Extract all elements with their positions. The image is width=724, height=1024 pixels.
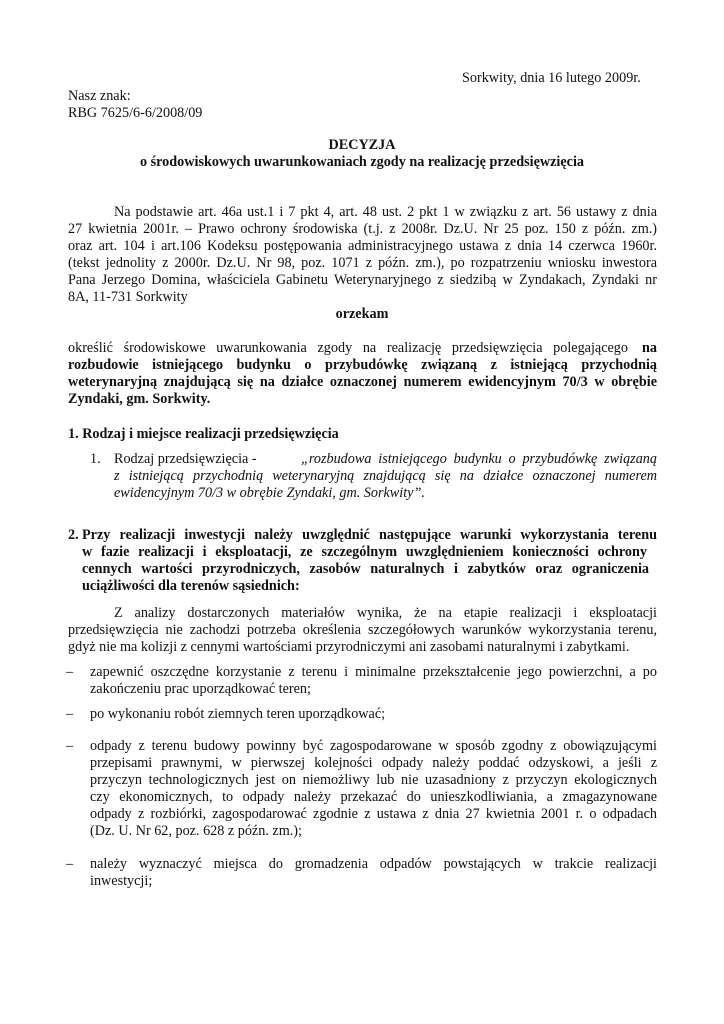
verdict-bold-line: Zyndaki, gm. Sorkwity. [68,391,211,407]
legal-basis-line: 27 kwietnia 2001r. – Prawo ochrony środowiska (t.j. z 2008r. Dz.U. Nr 25 poz. 150 z późn. zm.) [68,221,657,237]
place-date: Sorkwity, dnia 16 lutego 2009r. [462,70,641,86]
legal-basis-line: (tekst jednolity z 2000r. Dz.U. Nr 98, poz. 1071 z późn. zm.), po rozpatrzeniu wniosku inwestora [68,255,657,271]
legal-basis-line: Pana Jerzego Domina, właściciela Gabinetu Weterynaryjnego z siedzibą w Zyndakach, Zyndaki nr [68,272,657,288]
bullet-3-line: odpady z terenu budowy powinny być zagospodarowane w sposób zgodny z obowiązującymi [90,738,657,754]
section-2-heading-line: w fazie realizacji i eksploatacji, ze szczególnym uwzględnieniem konieczności ochrony [82,544,647,560]
bullet-dash: – [66,856,74,872]
section-1-item-label: Rodzaj przedsięwzięcia - [114,451,257,467]
document-subtitle: o środowiskowych uwarunkowaniach zgody na realizację przedsięwzięcia [139,154,584,170]
legal-basis-line: 8A, 11-731 Sorkwity [68,289,188,305]
verdict-text: określić środowiskowe uwarunkowania zgody na realizację przedsięwzięcia polegającego [68,340,628,356]
section-1-item-number: 1. [90,451,101,467]
verdict-text-bold: na [642,340,657,356]
section-2-intro-line: Z analizy dostarczonych materiałów wynika, że na etapie realizacji i eksploatacji [114,605,657,621]
section-1-item-line [114,451,657,468]
bullet-3-line: (Dz. U. Nr 62, poz. 628 z późn. zm.); [90,823,302,839]
section-2-heading-line: Przy realizacji inwestycji należy uwzględnić następujące warunki wykorzystania terenu [82,527,657,543]
bullet-3-line: przyczyn technologicznych jest on niemożliwy lub nie uzasadniony z przyczyn ekologicznych [90,772,657,788]
bullet-3-line: czy ekonomicznych, to odpady należy przekazać do unieszkodliwiania, a zmagazynowane [90,789,657,805]
verdict-word: orzekam [335,306,389,322]
verdict-bold-line: rozbudowie istniejącego budynku o przybudówkę związaną z istniejącą przychodnią [68,357,657,373]
reference-number: RBG 7625/6-6/2008/09 [68,105,203,121]
section-1-item-quote: „rozbudowa istniejącego budynku o przybudówkę związaną [301,451,657,467]
section-2-intro-line: gdyż nie ma kolizji z cennymi wartościami przyrodniczymi ani zasobami naturalnymi i zabytkami. [68,639,630,655]
bullet-dash: – [66,706,74,722]
verdict-line-1 [68,340,657,357]
section-2-heading-line: cennych wartości przyrodniczych, zasobów naturalnych i zabytków oraz ograniczenia [82,561,649,577]
legal-basis-line: oraz art. 104 i art.106 Kodeksu postępowania administracyjnego ustawa z dnia 14 czerwca 1960r. [68,238,657,254]
bullet-dash: – [66,664,74,680]
bullet-3-line: przepisami prawnymi, w pierwszej kolejności odpady należy poddać odzyskowi, a jeśli z [90,755,657,771]
bullet-4-line: inwestycji; [90,873,153,889]
bullet-dash: – [66,738,74,754]
bullet-4-line: należy wyznaczyć miejsca do gromadzenia odpadów powstających w trakcie realizacji [90,856,657,872]
bullet-1-line: zakończeniu prac uporządkować teren; [90,681,311,697]
section-2-heading-line: uciążliwości dla terenów sąsiednich: [82,578,300,594]
section-2-number: 2. [68,527,79,543]
legal-basis-line: Na podstawie art. 46a ust.1 i 7 pkt 4, art. 48 ust. 2 pkt 1 w związku z art. 56 ustawy z dnia [114,204,657,220]
bullet-3-line: odpady z rozbiórki, zagospodarować zgodnie z ustawa z dnia 27 kwietnia 2001 r. o odpadach [90,806,657,822]
section-1-item-quote: ewidencyjnym 70/3 w obrębie Zyndaki, gm. Sorkwity”. [114,485,425,501]
section-1-item-quote: z istniejącą przychodnią weterynaryjną znajdującą się na działce oznaczonej numerem [114,468,657,484]
bullet-1-line: zapewnić oszczędne korzystanie z terenu i minimalne przekształcenie jego powierzchni, a po [90,664,657,680]
section-2-intro-line: przedsięwzięcia nie zachodzi potrzeba określenia szczegółowych warunków wykorzystania terenu, [68,622,657,638]
document-title: DECYZJA [328,137,396,153]
reference-label: Nasz znak: [68,88,131,104]
verdict-bold-line: weterynaryjną znajdującą się na działce oznaczonej numerem ewidencyjnym 70/3 w obrębie [68,374,657,390]
bullet-2-line: po wykonaniu robót ziemnych teren uporządkować; [90,706,386,722]
section-1-heading: 1. Rodzaj i miejsce realizacji przedsięwzięcia [68,426,339,442]
